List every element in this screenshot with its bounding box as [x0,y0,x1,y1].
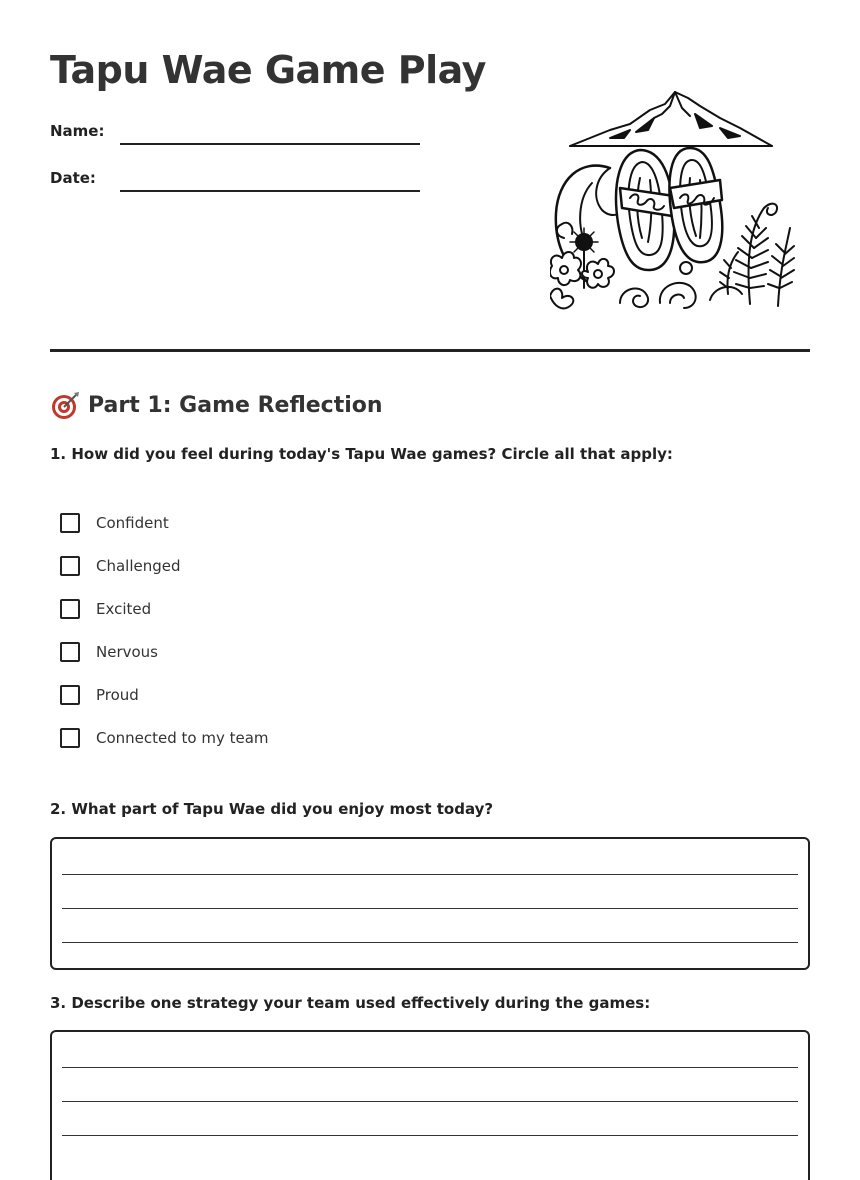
question-3: 3. Describe one strategy your team used effectively during the games: [50,994,651,1012]
target-icon [50,390,80,420]
answer-box-q2[interactable] [50,837,810,970]
option-label: Nervous [96,643,158,661]
option-label: Connected to my team [96,729,269,747]
tapu-wae-illustration-icon [550,88,795,313]
checkbox[interactable] [60,728,80,748]
question-2: 2. What part of Tapu Wae did you enjoy most today? [50,800,494,818]
checkbox[interactable] [60,685,80,705]
writing-line [62,874,798,875]
writing-line [62,1101,798,1102]
writing-line [62,1135,798,1136]
feeling-option[interactable] [60,511,169,535]
checkbox[interactable] [60,642,80,662]
date-label: Date: [50,169,96,187]
feeling-option[interactable] [60,683,139,707]
question-1: 1. How did you feel during today's Tapu Wae games? Circle all that apply: [50,445,673,463]
writing-line [62,942,798,943]
option-label: Excited [96,600,152,618]
header-divider [50,349,810,352]
option-label: Proud [96,686,139,704]
feeling-option[interactable] [60,597,151,621]
name-label: Name: [50,122,105,140]
date-field[interactable] [120,190,420,192]
name-field[interactable] [120,143,420,145]
checkbox[interactable] [60,513,80,533]
part1-heading [50,388,383,422]
page-title: Tapu Wae Game Play [50,48,486,92]
option-label: Challenged [96,557,181,575]
checkbox[interactable] [60,599,80,619]
option-label: Confident [96,514,169,532]
answer-box-q3[interactable] [50,1030,810,1180]
feeling-option[interactable] [60,640,158,664]
checkbox[interactable] [60,556,80,576]
writing-line [62,908,798,909]
feeling-option[interactable] [60,554,181,578]
feeling-option[interactable] [60,726,269,750]
part1-title: Part 1: Game Reflection [88,392,383,418]
worksheet-page [50,0,810,1161]
writing-line [62,1067,798,1068]
